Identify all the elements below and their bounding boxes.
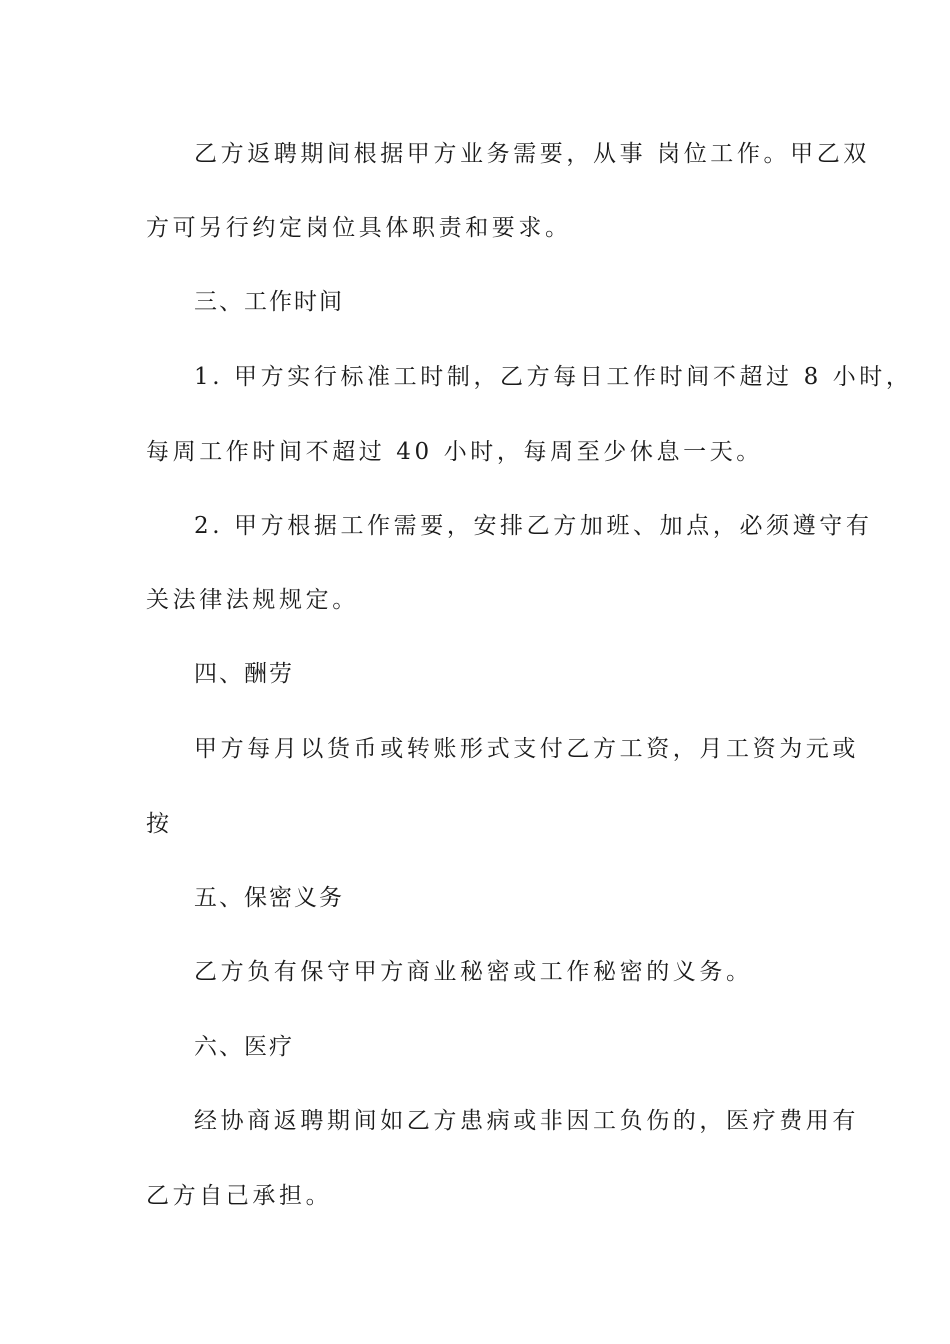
paragraph-remuneration-line-1: 甲方每月以货币或转账形式支付乙方工资，月工资为元或	[194, 736, 859, 762]
paragraph-remuneration-line-2: 按	[146, 811, 173, 837]
section-heading-medical: 六、医疗	[194, 1034, 294, 1060]
paragraph-position-line-2: 方可另行约定岗位具体职责和要求。	[146, 215, 572, 241]
section-heading-confidentiality: 五、保密义务	[194, 885, 344, 911]
paragraph-position-line-1: 乙方返聘期间根据甲方业务需要，从事 岗位工作。甲乙双	[194, 141, 870, 167]
paragraph-work-hours-line-1: 1. 甲方实行标准工时制，乙方每日工作时间不超过 8 小时，	[194, 364, 913, 390]
paragraph-medical-line-2: 乙方自己承担。	[146, 1183, 333, 1209]
paragraph-overtime-line-2: 关法律法规规定。	[146, 587, 359, 613]
paragraph-overtime-line-1: 2. 甲方根据工作需要，安排乙方加班、加点，必须遵守有	[194, 513, 873, 539]
paragraph-medical-line-1: 经协商返聘期间如乙方患病或非因工负伤的，医疗费用有	[194, 1108, 859, 1134]
section-heading-remuneration: 四、酬劳	[194, 661, 294, 687]
paragraph-confidentiality: 乙方负有保守甲方商业秘密或工作秘密的义务。	[194, 959, 753, 985]
section-heading-work-time: 三、工作时间	[194, 289, 344, 315]
paragraph-work-hours-line-2: 每周工作时间不超过 40 小时，每周至少休息一天。	[146, 439, 763, 465]
